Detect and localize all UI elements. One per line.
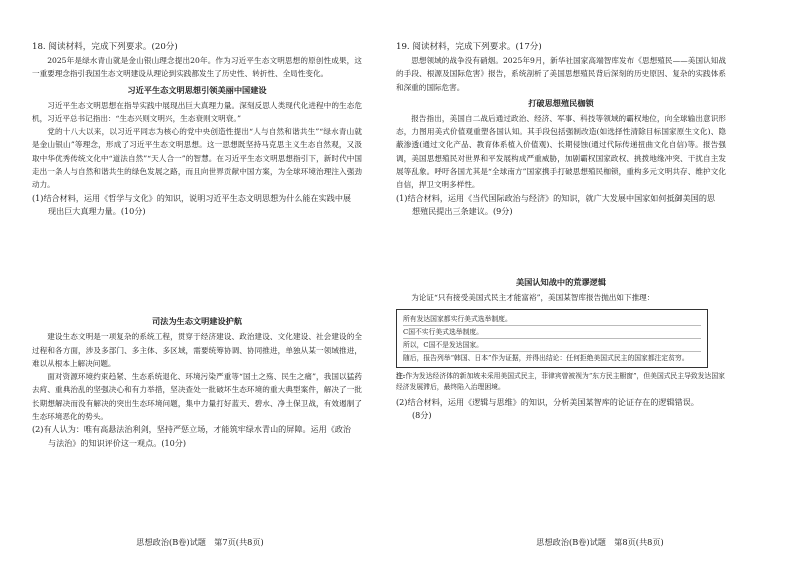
- q19-sub2-line1: (2)结合材料，运用《逻辑与思维》的知识，分析美国某智库的论证存在的逻辑错误。: [396, 396, 699, 407]
- q18-paragraph-3: 党的十八大以来，以习近平同志为核心的党中央创造性提出“人与自然和谐共生”“绿水青山就是金山银山”等理念，形成了习近平生态文明思想。这一思想既坚持马克思主义生态自然观，又汲取中华优秀传统文化中“道法自然”“天人合一”的智慧。在习近平生态文明思想指引下，新时代中国走出一条人与自然和谐共生的绿色发展之路，而且向世界贡献中国方案，为全球环境治理注入强劲动力。: [32, 127, 362, 190]
- page-right: [396, 0, 800, 579]
- section-title-absurd-logic: 美国认知战中的荒谬逻辑: [515, 277, 607, 288]
- q18-paragraph-2: 习近平生态文明思想在指导实践中展现出巨大真理力量。深刻反思人类现代化进程中的生态危机，习近平总书记指出：“生态兴则文明兴，生态衰则文明衰。”: [32, 100, 362, 123]
- question-18-heading: 18. 阅读材料，完成下列要求。(20分): [32, 42, 178, 52]
- section-title-judicial: 司法为生态文明建设护航: [151, 316, 243, 327]
- q18-subquestion-2: [32, 423, 362, 450]
- reasoning-line: C国不实行美式选举制度。: [403, 326, 701, 339]
- q18-subquestion-1: [32, 192, 362, 219]
- section-title-thought-colonial: 打破思想殖民枷锁: [528, 97, 594, 108]
- q19-sub2-score: (8分): [412, 409, 432, 420]
- q19-intro-paragraph: 思想领域的战争没有硝烟。2025年9月，新华社国家高端智库发布《思想殖民——美国认知战的手段、根源及国际危害》报告，系统剖析了美国思想殖民背后深刻的历史原因、复杂的实践体系和深重的国际危害。: [396, 56, 726, 92]
- q18-paragraph-5: 面对资源环境约束趋紧、生态系统退化、环境污染严重等“国土之殇、民生之痛”，我国以猛药去疴、重典治乱的坚强决心和有力举措，坚决查处一批破坏生态环境的重大典型案件，解决了一批长期想解决而没有解决的突出生态环境问题，集中力量打好蓝天、碧水、净土保卫战，有效遏制了生态环境恶化的势头。: [32, 372, 362, 422]
- note-text: 作为发达经济体的新加坡未采用美国式民主，菲律宾曾被视为“东方民主橱窗”，但美国式民主导致发达国家经济发展滞后，最终陷入治理困境。: [396, 371, 725, 392]
- q19-subquestion-1: [396, 192, 726, 219]
- q18-sub2-line2: 与法治》的知识评价这一观点。(10分): [48, 437, 187, 448]
- page-footer-right: 思想政治(B卷)试题 第8页(共8页): [536, 537, 664, 547]
- page-footer-left: 思想政治(B卷)试题 第7页(共8页): [136, 537, 264, 547]
- section-title-ecology-thought: 习近平生态文明思想引领美丽中国建设: [127, 84, 267, 95]
- q19-paragraph-3: 为论证“只有接受美国式民主才能富裕”，美国某智库报告抛出如下推理：: [411, 293, 655, 303]
- q18-paragraph-4: 建设生态文明是一项复杂的系统工程，贯穿于经济建设、政治建设、文化建设、社会建设的全过程和各方面，涉及多部门、多主体、多区域，需要统筹协调、协同推进，单独从某一领域推进，难以从根本上解决问题。: [32, 332, 362, 368]
- note-label: 注:: [396, 371, 406, 380]
- q19-subquestion-2: [396, 396, 726, 423]
- answer-space: [32, 218, 362, 312]
- q19-sub1-line2: 想殖民提出三条建议。(9分): [412, 205, 513, 216]
- reasoning-line: 所以，C国不是发达国家。: [403, 339, 701, 352]
- q19-sub1-line1: (1)结合材料，运用《当代国际政治与经济》的知识，就广大发展中国家如何抵御美国的思: [396, 192, 716, 203]
- q18-intro-paragraph: 2025年是绿水青山就是金山银山理念提出20年。作为习近平生态文明思想的原创性成果，这一重要理念指引我国生态文明建设从理论到实践都发生了历史性、转折性、全局性变化。: [32, 56, 362, 79]
- right-column: [396, 40, 726, 422]
- question-19-heading: 19. 阅读材料，完成下列要求。(17分): [396, 42, 542, 52]
- q18-sub1-line2: 现出巨大真理力量。(10分): [48, 205, 146, 216]
- note-paragraph: [396, 371, 726, 394]
- q18-sub1-line1: (1)结合材料，运用《哲学与文化》的知识，说明习近平生态文明思想为什么能在实践中展: [32, 192, 352, 203]
- answer-space: [396, 218, 726, 273]
- reasoning-line: 所有发达国家都实行美式选举制度。: [403, 313, 701, 326]
- left-column: [32, 40, 362, 450]
- reasoning-line: 随后，报告列举“韩国、日本”作为证据，并得出结论：任何拒绝美国式民主的国家都注定贫穷。: [403, 353, 689, 362]
- q18-sub2-line1: (2)有人认为：唯有高悬法治利剑，坚持严惩立场，才能筑牢绿水青山的屏障。运用《政治: [32, 424, 352, 435]
- q19-paragraph-2: 报告指出，美国自二战后通过政治、经济、军事、科技等领域的霸权地位，向全球输出意识形态，力图用美式价值观重塑各国认知。其手段包括强制改造(如选择性清除目标国家原生文化)、隐蔽渗透(通过文化产品、教育体系植入价值观)、长期侵蚀(通过代际传递扭曲文化自信)等。报告强调，美国思想殖民对世界和平发展构成严重威胁，加剧霸权国家政权、挑拨地缘冲突、干扰自主发展等乱象。呼吁各国尤其是“全球南方”国家携手打破思想殖民枷锁，重构多元文明共存、维护文化自信，捍卫文明多样性。: [396, 113, 726, 190]
- reasoning-box: [396, 309, 708, 368]
